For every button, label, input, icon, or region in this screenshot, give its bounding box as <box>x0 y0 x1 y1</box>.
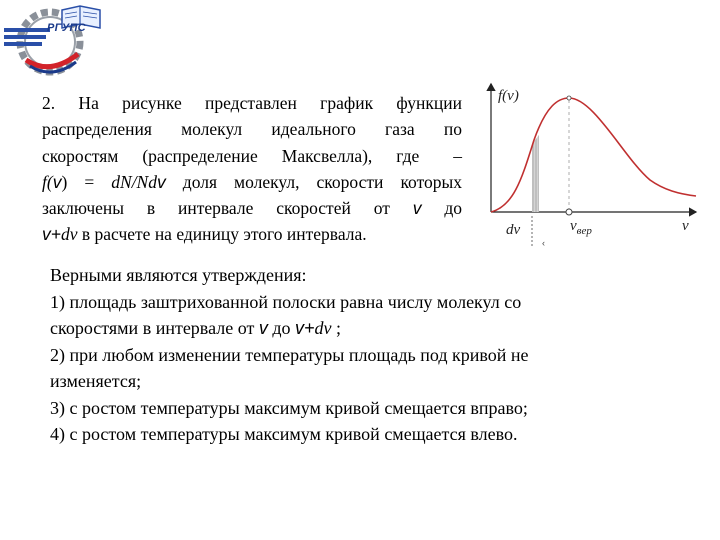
v-axis-label: v <box>682 218 689 234</box>
question-line-1: 2. На рисунке представлен график функции <box>42 93 462 113</box>
f-axis-label: f(v) <box>498 88 519 104</box>
svg-text:‹: ‹ <box>542 238 545 248</box>
peak-marker <box>567 96 571 100</box>
question-text <box>42 90 462 248</box>
question-line-6: v+dv в расчете на единицу этого интервала. <box>42 224 367 245</box>
question-line-3: скоростям (распределение Максвелла), где – <box>42 145 462 166</box>
statement-2-line-2: изменяется; <box>50 371 142 391</box>
statement-1-line-1: 1) площадь заштрихованной полоски равна числу молекул со <box>50 291 522 312</box>
vmax-marker <box>566 209 572 215</box>
vmax-label: $v_{вер}$ <box>570 218 592 237</box>
maxwell-distribution-graph <box>484 78 704 256</box>
statements-intro: Верными являются утверждения: <box>50 265 307 285</box>
distribution-curve <box>491 98 696 212</box>
statements-list <box>50 262 670 448</box>
statement-4: 4) с ростом температуры максимум кривой смещается влево. <box>50 424 518 444</box>
question-line-5: заключены в интервале скоростей от v до <box>42 198 463 219</box>
question-line-4: f(v) = dN/Ndv доля молекул, скорости которых <box>42 171 462 192</box>
statement-2-line-1: 2) при любом изменении температуры площадь под кривой не <box>50 344 529 365</box>
logo-emblem-icon <box>4 2 104 80</box>
logo-text: РГУПС <box>47 22 86 34</box>
question-line-2: распределения молекул идеального газа по <box>42 119 462 140</box>
dv-label: dv <box>506 222 521 238</box>
statement-1-line-2: скоростями в интервале от v до v+dv ; <box>50 318 342 338</box>
statement-3: 3) с ростом температуры максимум кривой смещается вправо; <box>50 397 528 418</box>
shaded-strip <box>532 135 539 212</box>
